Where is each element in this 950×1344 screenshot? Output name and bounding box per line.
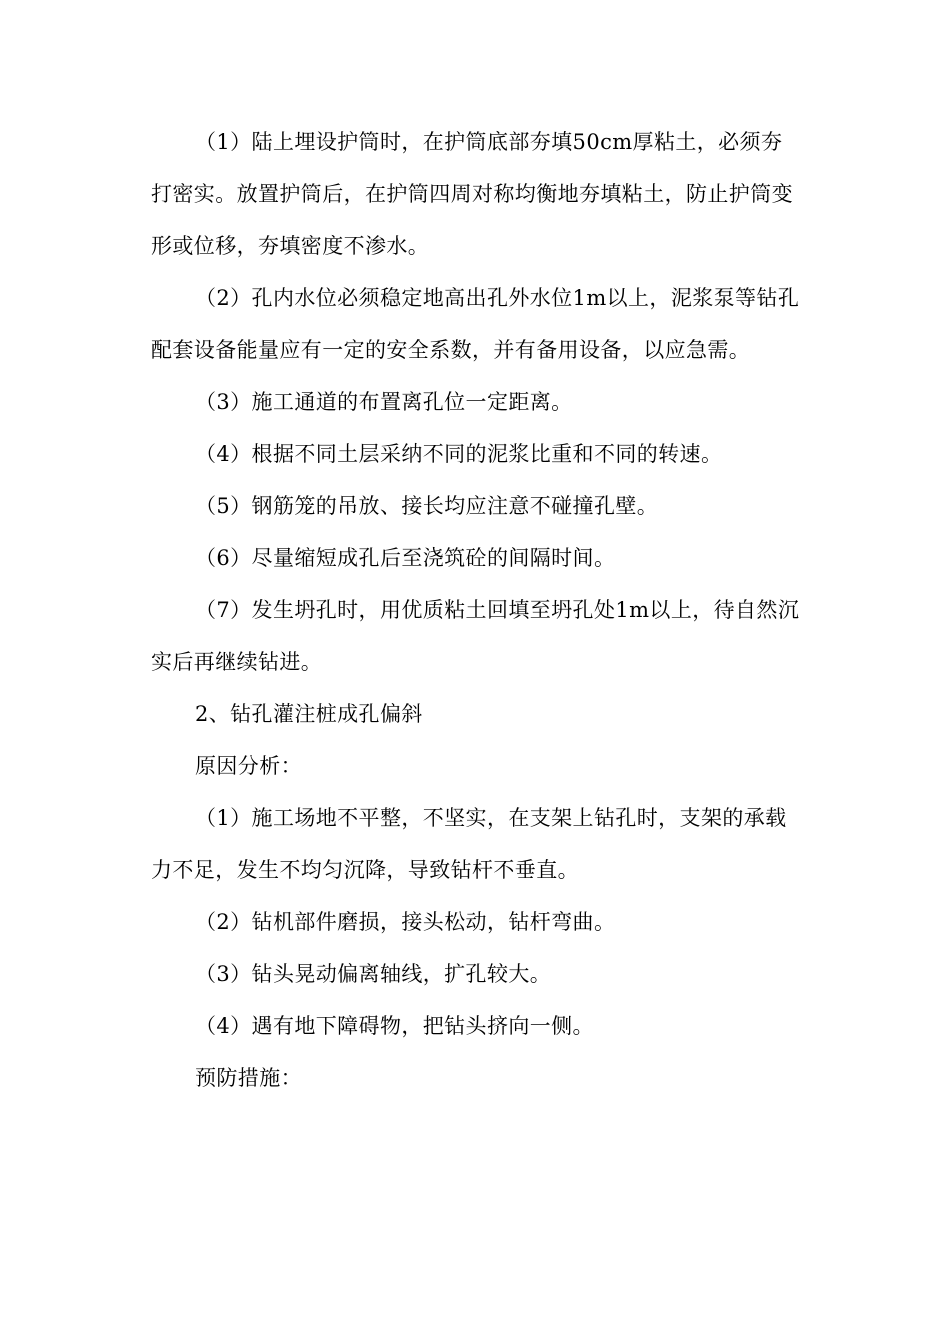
section-heading: 2、钻孔灌注桩成孔偏斜 — [195, 702, 423, 726]
paragraph-4: （4）根据不同土层采纳不同的泥浆比重和不同的转速。 — [195, 442, 723, 466]
paragraph-3: （3）施工通道的布置离孔位一定距离。 — [195, 390, 573, 414]
cause-item-4: （4）遇有地下障碍物，把钻头挤向一侧。 — [195, 1014, 594, 1038]
cause-item-3: （3）钻头晃动偏离轴线，扩孔较大。 — [195, 962, 552, 986]
paragraph-6: （6）尽量缩短成孔后至浇筑砼的间隔时间。 — [195, 546, 616, 570]
paragraph-2: （2）孔内水位必须稳定地高出孔外水位1m以上，泥浆泵等钻孔配套设备能量应有一定的安全系数，并有备用设备，以应急需。 — [151, 286, 800, 362]
paragraph-5: （5）钢筋笼的吊放、接长均应注意不碰撞孔壁。 — [195, 494, 659, 518]
cause-item-1: （1）施工场地不平整，不坚实，在支架上钻孔时，支架的承载力不足，发生不均匀沉降，导致钻杆不垂直。 — [151, 806, 787, 882]
paragraph-7: （7）发生坍孔时，用优质粘土回填至坍孔处1m以上，待自然沉实后再继续钻进。 — [151, 598, 800, 674]
paragraph-1: （1）陆上埋设护筒时，在护筒底部夯填50cm厚粘土，必须夯打密实。放置护筒后，在护筒四周对称均衡地夯填粘土，防止护筒变形或位移，夯填密度不渗水。 — [151, 130, 793, 258]
cause-analysis-label: 原因分析： — [195, 754, 302, 778]
document-body — [151, 116, 801, 1104]
cause-item-2: （2）钻机部件磨损，接头松动，钻杆弯曲。 — [195, 910, 616, 934]
prevention-label: 预防措施： — [195, 1066, 302, 1090]
